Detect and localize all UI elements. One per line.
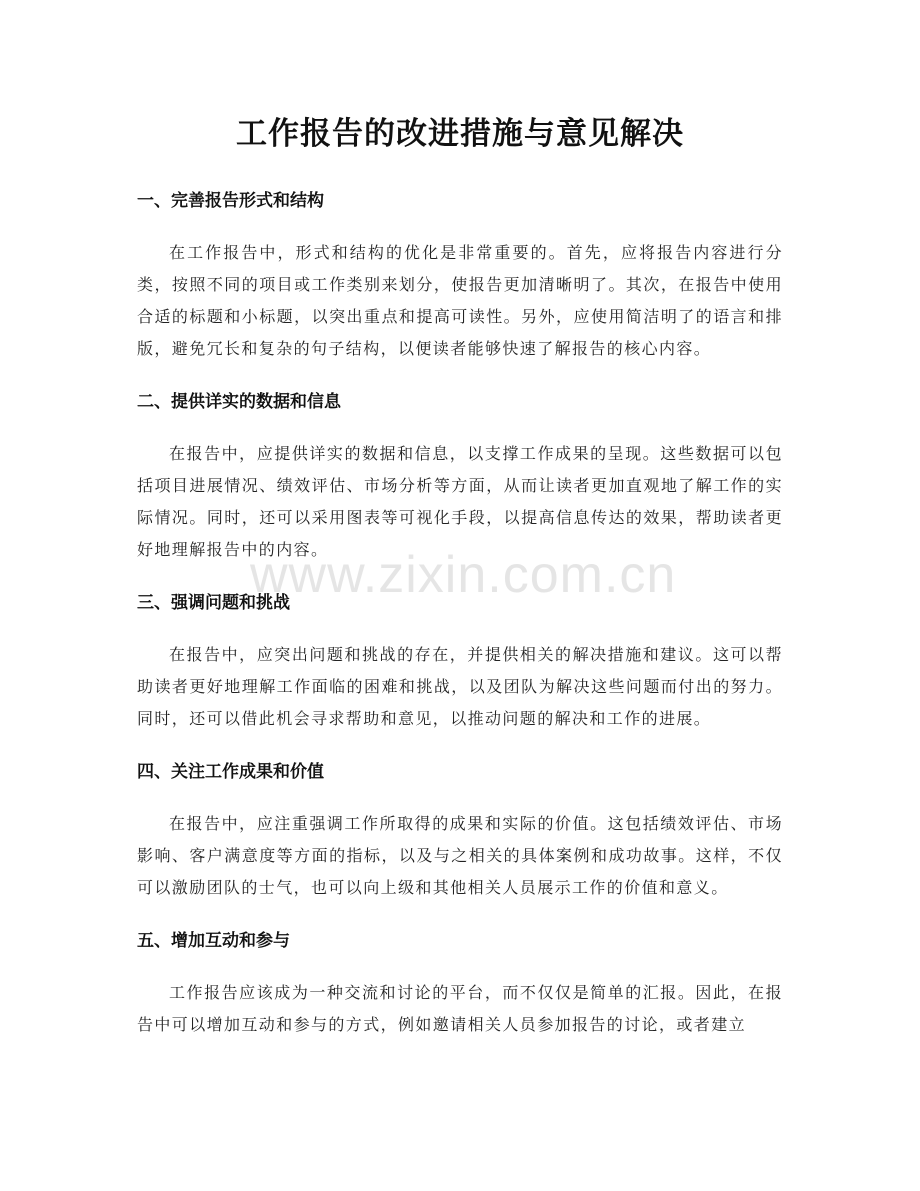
section-paragraph: 在报告中，应提供详实的数据和信息，以支撑工作成果的呈现。这些数据可以包括项目进展情况、绩效评估、市场分析等方面，从而让读者更加直观地了解工作的实际情况。同时，还可以采用图表等可视化手段，以提高信息传达的效果，帮助读者更好地理解报告中的内容。	[137, 444, 783, 559]
section-heading: 五、增加互动和参与	[137, 931, 290, 951]
section	[137, 188, 783, 365]
document-body	[137, 188, 783, 1065]
watermark-text: www.zixin.com.cn	[250, 546, 677, 604]
section	[137, 759, 783, 904]
section-heading: 四、关注工作成果和价值	[137, 762, 324, 782]
section-heading: 二、提供详实的数据和信息	[137, 392, 341, 412]
section	[137, 590, 783, 735]
section-paragraph: 在报告中，应注重强调工作所取得的成果和实际的价值。这包括绩效评估、市场影响、客户满意度等方面的指标，以及与之相关的具体案例和成功故事。这样，不仅可以激励团队的士气，也可以向上级和其他相关人员展示工作的价值和意义。	[137, 814, 783, 897]
section-paragraph: 在工作报告中，形式和结构的优化是非常重要的。首先，应将报告内容进行分类，按照不同的项目或工作类别来划分，使报告更加清晰明了。其次，在报告中使用合适的标题和小标题，以突出重点和提高可读性。另外，应使用简洁明了的语言和排版，避免冗长和复杂的句子结构，以便读者能够快速了解报告的核心内容。	[137, 243, 783, 358]
section-heading: 一、完善报告形式和结构	[137, 191, 324, 211]
section	[137, 389, 783, 566]
section	[137, 928, 783, 1041]
section-paragraph: 在报告中，应突出问题和挑战的存在，并提供相关的解决措施和建议。这可以帮助读者更好地理解工作面临的困难和挑战，以及团队为解决这些问题而付出的努力。同时，还可以借此机会寻求帮助和意见，以推动问题的解决和工作的进展。	[137, 645, 783, 728]
document-title: 工作报告的改进措施与意见解决	[236, 116, 684, 152]
section-heading: 三、强调问题和挑战	[137, 593, 290, 613]
section-paragraph: 工作报告应该成为一种交流和讨论的平台，而不仅仅是简单的汇报。因此，在报告中可以增加互动和参与的方式，例如邀请相关人员参加报告的讨论，或者建立	[137, 983, 783, 1034]
